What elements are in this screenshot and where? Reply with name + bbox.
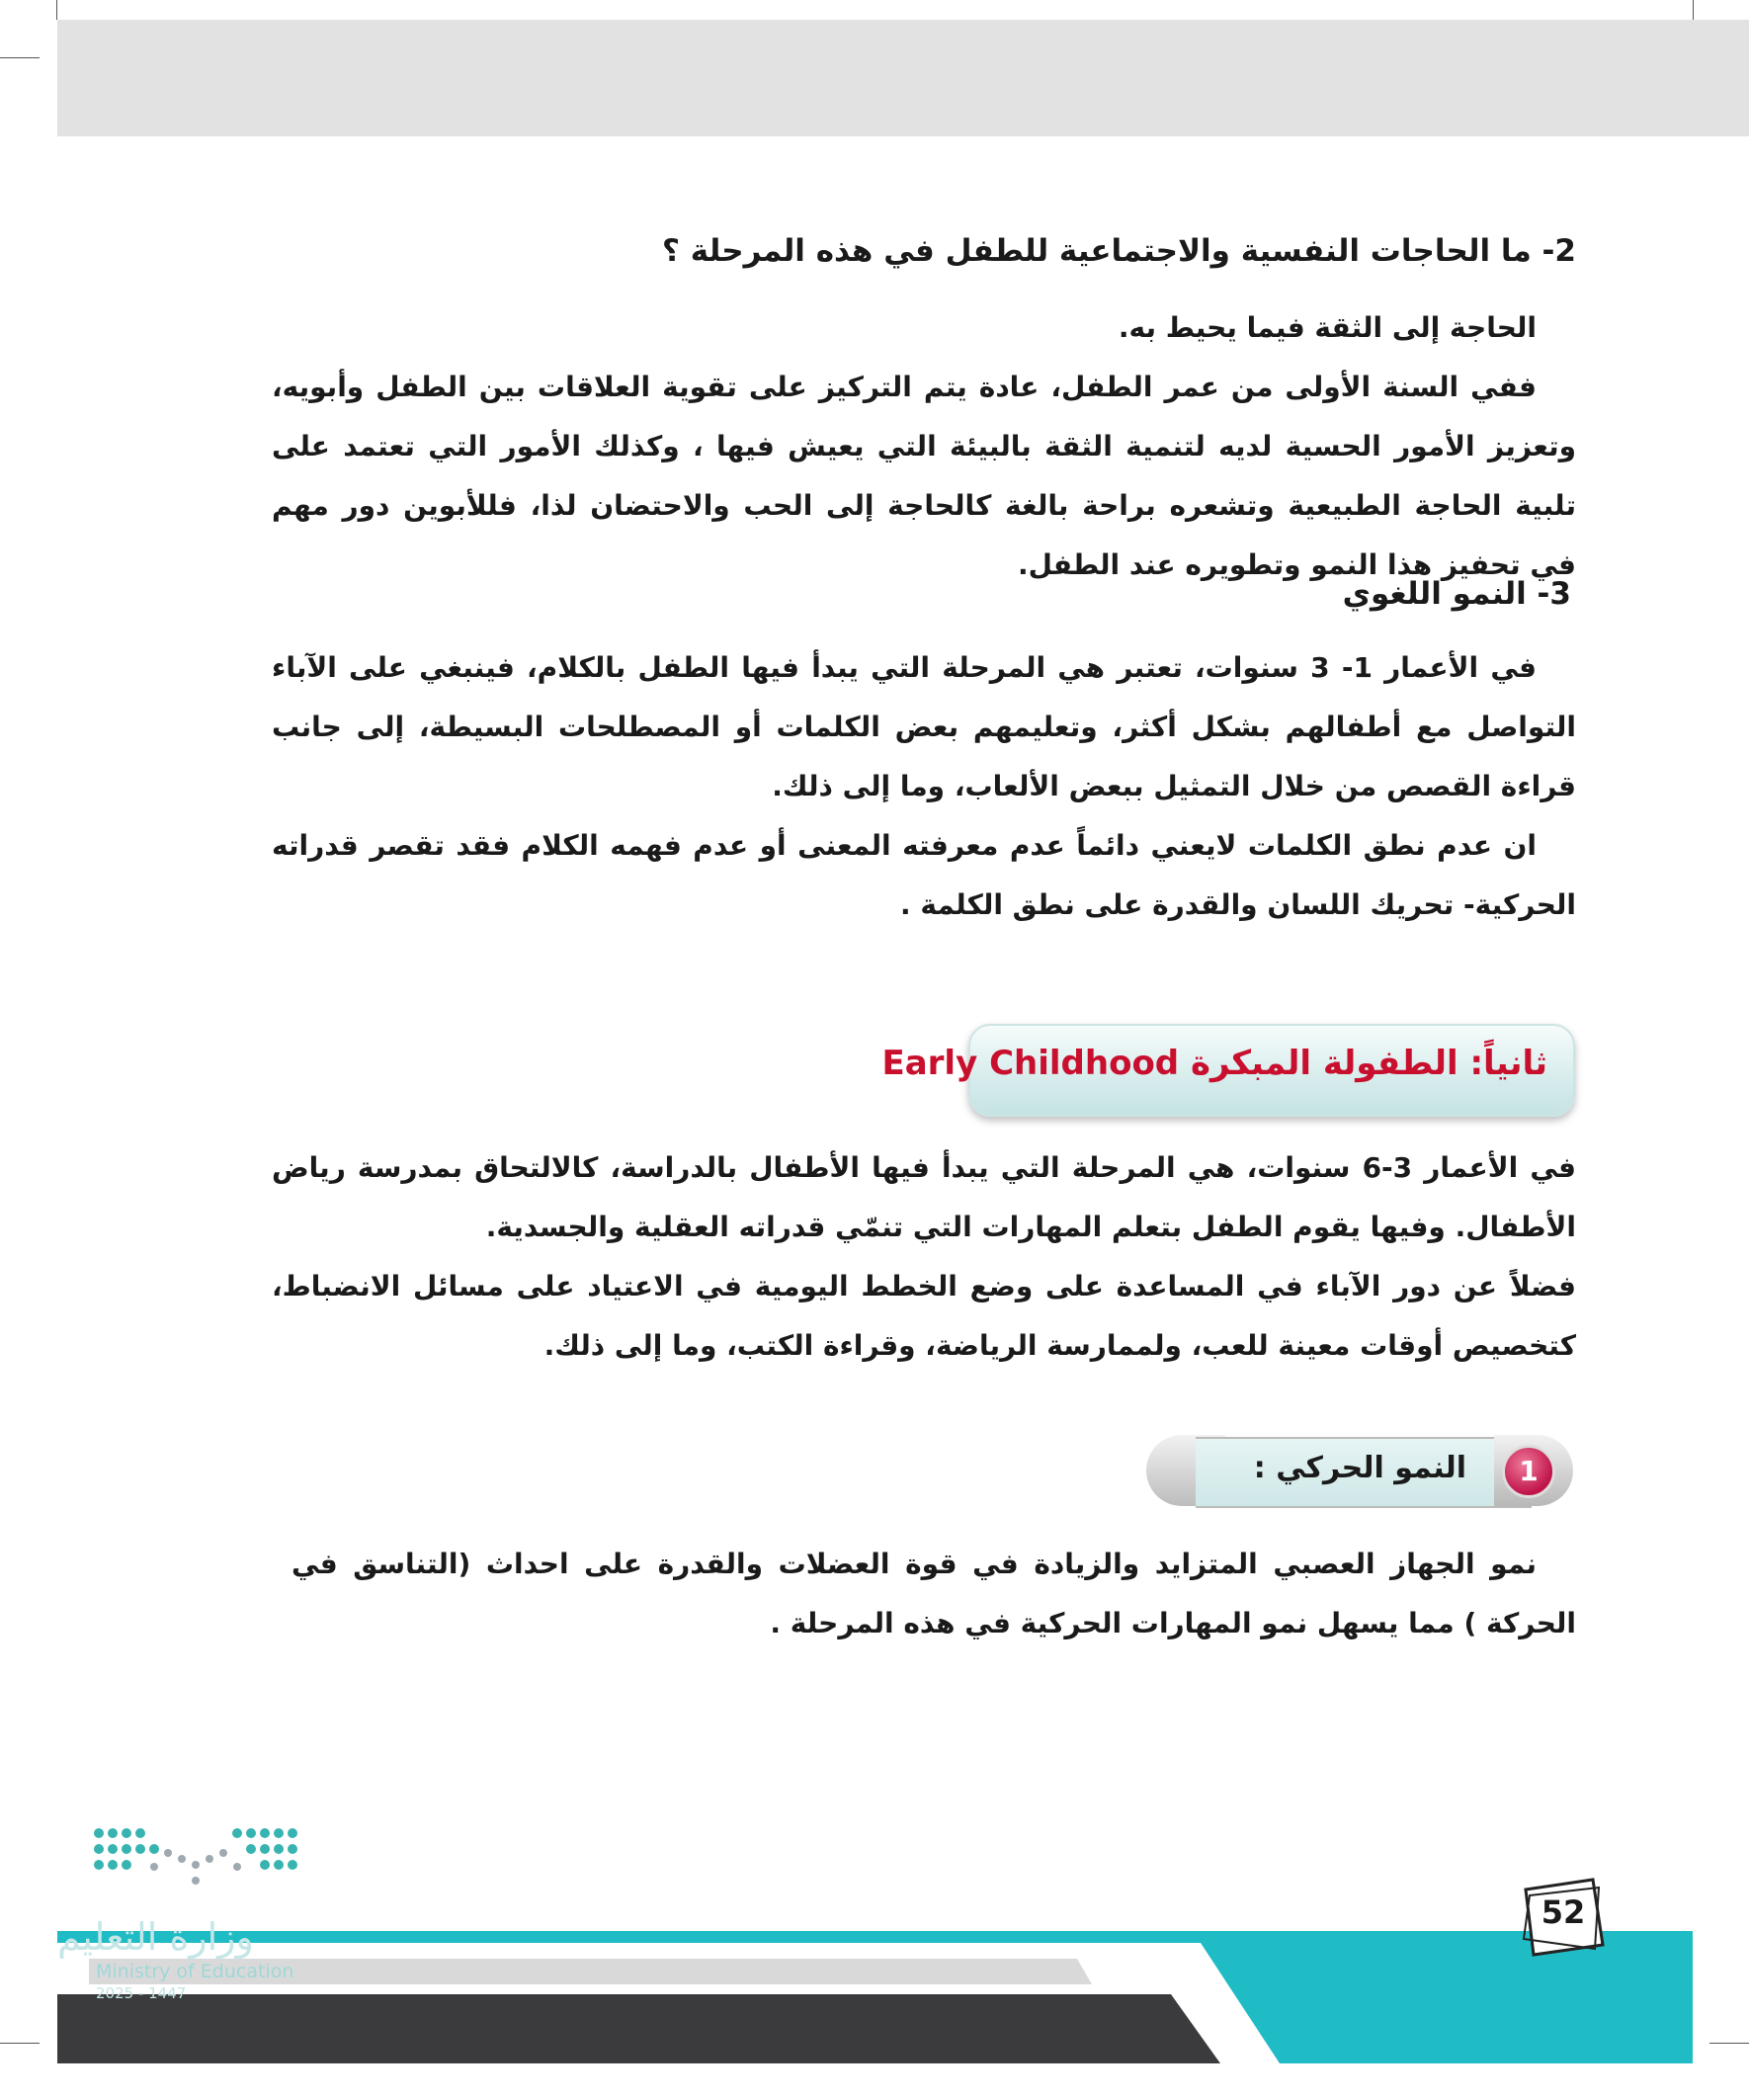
q3-heading: 3- النمو اللغوي	[1342, 576, 1571, 612]
motor-paragraph: نمو الجهاز العصبي المتزايد والزيادة في قوة العضلات والقدرة على احداث (التناسق في الحركة ) مما يسهل نمو المهارات الحركية في هذه المرحلة .	[292, 1548, 1576, 1639]
q3-paragraph-2: ان عدم نطق الكلمات لايعني دائماً عدم معرفته المعنى أو عدم فهمه الكلام فقد تقصر قدراته الحركية- تحريك اللسان والقدرة على نطق الكلمة .	[272, 829, 1576, 921]
footer-graphic	[0, 1917, 1749, 2100]
ministry-logo-icon	[89, 1823, 316, 1902]
motor-title: النمو الحركي :	[1253, 1451, 1466, 1485]
q3-body	[272, 638, 1576, 935]
crop-mark	[56, 0, 57, 20]
q2-line-1: الحاجة إلى الثقة فيما يحيط به.	[1118, 311, 1537, 344]
motor-banner	[1146, 1431, 1573, 1510]
section-title: ثانياً: الطفولة المبكرة Early Childhood	[881, 1044, 1547, 1083]
section2-paragraph-2: فضلاً عن دور الآباء في المساعدة على وضع الخطط اليومية في الاعتياد على مسائل الانضباط، كتخصيص أوقات معينة للعب، ولممارسة الرياضة، وقراءة الكتب، وما إلى ذلك.	[272, 1270, 1576, 1362]
ministry-name-english: Ministry of Education	[96, 1961, 294, 1982]
page-number: 52	[1541, 1893, 1586, 1931]
motor-body-text	[292, 1535, 1576, 1653]
header-band	[57, 20, 1749, 136]
section2-paragraph-1: في الأعمار 3-6 سنوات، هي المرحلة التي يبدأ فيها الأطفال بالدراسة، كالالتحاق بمدرسة رياض الأطفال. وفيها يقوم الطفل بتعلم المهارات التي تنمّي قدراته العقلية والجسدية.	[272, 1151, 1576, 1243]
crop-mark	[1693, 0, 1694, 20]
q2-heading: 2- ما الحاجات النفسية والاجتماعية للطفل في هذه المرحلة ؟	[662, 233, 1576, 269]
ministry-year: 2025 - 1447	[96, 1984, 187, 2002]
footer-teal-panel	[1201, 1943, 1693, 2063]
section-banner	[881, 1024, 1575, 1117]
ministry-name-arabic: وزارة التعليم	[57, 1915, 254, 1959]
footer-teal-stripe	[57, 1931, 1693, 1943]
q3-paragraph-1: في الأعمار 1- 3 سنوات، تعتبر هي المرحلة التي يبدأ فيها الطفل بالكلام، فينبغي على الآباء التواصل مع أطفالهم بشكل أكثر، وتعليمهم بعض الكلمات أو المصطلحات البسيطة، إلى جانب قراءة القصص من خلال التمثيل ببعض الألعاب، وما إلى ذلك.	[272, 651, 1576, 802]
motor-number-badge: 1	[1502, 1445, 1555, 1498]
q2-paragraph: ففي السنة الأولى من عمر الطفل، عادة يتم التركيز على تقوية العلاقات بين الطفل وأبويه، وتعزيز الأمور الحسية لديه لتنمية الثقة بالبيئة التي يعيش فيها ، وكذلك الأمور التي تعتمد على تلبية الحاجة الطبيعية وتشعره براحة بالغة كالحاجة إلى الحب والاحتضان لذا، فللأبوين دور مهم في تحفيز هذا النمو وتطويره عند الطفل.	[272, 371, 1576, 581]
section2-body	[272, 1138, 1576, 1376]
crop-mark	[0, 57, 40, 58]
q2-body	[272, 298, 1576, 595]
footer-dark-band	[57, 1994, 1220, 2063]
